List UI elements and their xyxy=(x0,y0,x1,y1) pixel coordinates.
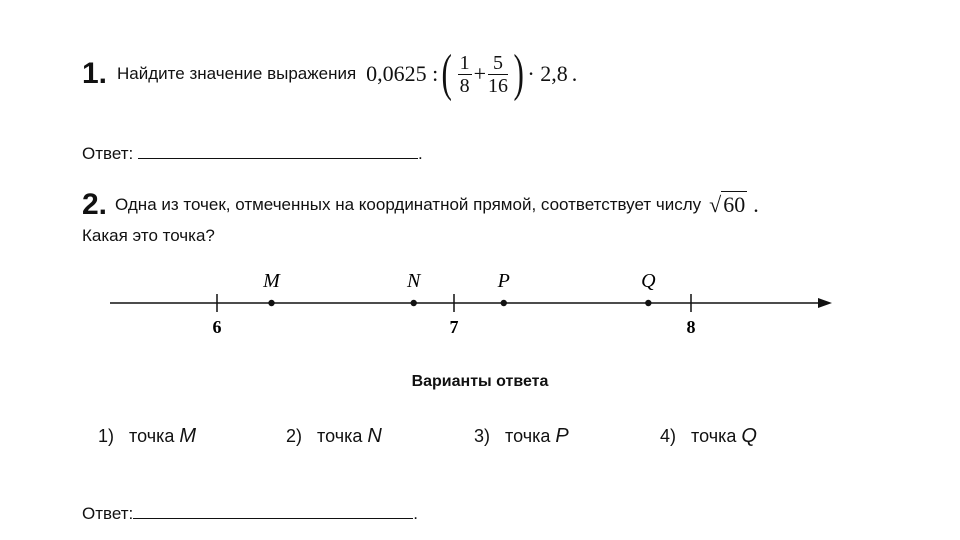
option-1-text: точка xyxy=(129,426,175,446)
axis-arrow xyxy=(818,298,832,308)
task1-line xyxy=(82,42,577,106)
task2-question: Какая это точка? xyxy=(82,226,215,245)
answer1-label: Ответ: xyxy=(82,144,134,163)
answer2-label: Ответ: xyxy=(82,504,134,523)
point-Q xyxy=(645,300,651,306)
task1-number: 1. xyxy=(82,57,108,90)
number-line xyxy=(0,260,960,350)
option-2[interactable] xyxy=(286,425,382,448)
answer2-blank[interactable] xyxy=(133,502,413,519)
task2-text: Одна из точек, отмеченных на координатной прямой, соответствует числу xyxy=(115,195,702,214)
option-3-text: точка xyxy=(505,426,551,446)
task2-number: 2. xyxy=(82,188,108,221)
option-4[interactable] xyxy=(660,425,757,448)
answer1-end: . xyxy=(417,144,423,163)
option-3[interactable] xyxy=(474,425,569,448)
task1-text: Найдите значение выражения xyxy=(117,64,357,83)
frac2-numerator: 5 xyxy=(488,52,508,75)
point-label-Q: Q xyxy=(641,270,656,292)
tick-label-8: 8 xyxy=(686,317,696,337)
option-2-letter: N xyxy=(367,425,382,447)
answer1-blank[interactable] xyxy=(138,142,418,159)
answer1-line xyxy=(82,142,423,164)
task2-end: . xyxy=(753,192,759,217)
frac1-numerator: 1 xyxy=(459,51,470,74)
option-4-text: точка xyxy=(691,426,737,446)
expr-end: . xyxy=(571,61,578,86)
options-title: Варианты ответа xyxy=(411,373,549,390)
option-1-number: 1) xyxy=(98,426,115,446)
option-2-number: 2) xyxy=(286,426,303,446)
frac2-denominator: 16 xyxy=(488,74,509,97)
right-paren: ) xyxy=(513,45,524,102)
point-N xyxy=(411,300,417,306)
option-1[interactable] xyxy=(98,425,196,448)
sqrt-expression: √60 xyxy=(709,192,746,217)
tick-label-6: 6 xyxy=(212,317,222,337)
answer2-line xyxy=(82,502,418,524)
fraction-1-8 xyxy=(458,52,472,97)
sqrt-radicand: 60 xyxy=(723,192,746,217)
option-4-number: 4) xyxy=(660,426,677,446)
task2-line xyxy=(82,188,759,222)
point-label-N: N xyxy=(407,270,421,292)
expr-left: 0,0625 : xyxy=(366,61,439,86)
expr-right: · 2,8 xyxy=(527,61,568,86)
option-1-letter: M xyxy=(179,425,197,447)
left-paren: ( xyxy=(441,45,453,102)
point-P xyxy=(501,300,507,306)
point-label-M: M xyxy=(263,270,280,292)
tick-label-7: 7 xyxy=(449,317,459,337)
option-3-letter: P xyxy=(555,425,569,447)
answer2-end: . xyxy=(413,504,418,523)
plus-sign: + xyxy=(473,61,487,86)
option-4-letter: Q xyxy=(741,425,757,447)
fraction-5-16 xyxy=(488,52,508,97)
frac1-denominator: 8 xyxy=(459,74,470,97)
option-3-number: 3) xyxy=(474,426,491,446)
option-2-text: точка xyxy=(317,426,363,446)
point-label-P: P xyxy=(497,270,510,292)
point-M xyxy=(268,300,274,306)
